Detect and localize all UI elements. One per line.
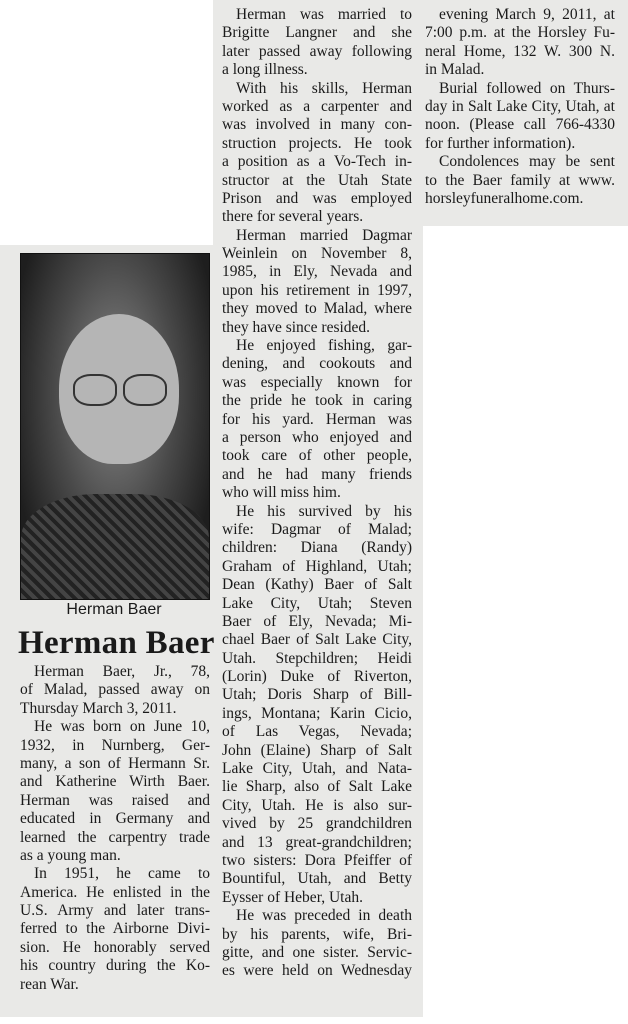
text-line: City, Utah. He is also sur- (222, 796, 412, 814)
text-line: to the Baer family at www. (425, 171, 615, 189)
text-line: Graham of Highland, Utah; (222, 557, 412, 575)
article-column-3 (425, 6, 615, 208)
text-line: they have since resided. (222, 318, 371, 336)
text-line: Lake City, Utah, and Nata- (222, 760, 412, 778)
text-line: Herman Baer, Jr., 78, (34, 663, 210, 680)
text-line: He his survived by his (236, 502, 412, 520)
text-line: rean War. (20, 975, 79, 993)
text-line: in Malad. (425, 61, 485, 79)
text-line: Herman married Dagmar (236, 226, 412, 244)
text-line: his country during the Ko- (20, 957, 210, 975)
text-line: Utah; Doris Sharp of Bill- (222, 686, 412, 704)
photo-glasses (123, 374, 167, 406)
text-line: (Lorin) Duke of Riverton, (222, 668, 412, 686)
text-line: evening March 9, 2011, at (439, 6, 615, 23)
text-line: Herman was raised and (20, 791, 210, 809)
text-line: ferred to the Airborne Divi- (20, 920, 210, 938)
paragraph (222, 6, 412, 80)
text-line: as a young man. (20, 846, 121, 864)
text-line: Dean (Kathy) Baer of Salt (222, 576, 412, 594)
text-line: Brigitte Langner and she (222, 24, 412, 42)
text-line: worked as a carpenter and (222, 97, 412, 115)
text-line: 7:00 p.m. at the Horsley Fu- (425, 24, 615, 42)
portrait-photo (20, 253, 210, 600)
text-line: Thursday March 3, 2011. (20, 699, 177, 717)
text-line: Herman was married to (236, 6, 412, 23)
paragraph (222, 907, 412, 981)
text-line: lie Sharp, also of Salt Lake (222, 778, 412, 796)
paragraph (222, 227, 412, 337)
text-line: day in Salt Lake City, Utah, at (425, 97, 615, 115)
text-line: learned the carpentry trade (20, 828, 210, 846)
text-line: was involved in many con- (222, 116, 412, 134)
text-line: children: Diana (Randy) (222, 539, 412, 557)
text-line: He was born on June 10, (34, 718, 210, 736)
text-line: vived by 25 grandchildren (222, 815, 412, 833)
text-line: chael Baer of Salt Lake City, (222, 631, 412, 649)
text-line: Utah. Stepchildren; Heidi (222, 649, 412, 667)
text-line: many, a son of Hermann Sr. (20, 754, 210, 772)
text-line: Bountiful, Utah, and Betty (222, 870, 412, 888)
text-line: and he had many friends (222, 465, 412, 483)
paragraph (20, 663, 210, 718)
paragraph (222, 337, 412, 503)
text-line: was especially known for (222, 373, 412, 391)
text-line: for his yard. Herman was (222, 410, 412, 428)
text-line: es were held on Wednesday (222, 962, 412, 980)
text-line: Burial followed on Thurs- (439, 79, 615, 97)
text-line: 1985, in Ely, Nevada and (222, 263, 412, 281)
text-line: neral Home, 132 W. 300 N. (425, 42, 615, 60)
text-line: America. He enlisted in the (20, 883, 210, 901)
text-line: horsleyfuneralhome.com. (425, 189, 584, 207)
text-line: who will miss him. (222, 484, 341, 502)
text-line: ings, Montana; Karin Cicio, (222, 704, 412, 722)
photo-glasses (73, 374, 117, 406)
text-line: they moved to Malad, where (222, 300, 412, 318)
paragraph (222, 503, 412, 908)
paragraph (20, 865, 210, 994)
text-line: Lake City, Utah; Steven (222, 594, 412, 612)
text-line: took care of other people, (222, 447, 412, 465)
paragraph (20, 718, 210, 865)
text-line: two sisters: Dora Pfeiffer of (222, 851, 412, 869)
text-line: structor at the Utah State (222, 171, 412, 189)
text-line: a person who enjoyed and (222, 428, 412, 446)
text-line: With his skills, Herman (236, 79, 412, 97)
text-line: gitte, and one sister. Servic- (222, 943, 412, 961)
text-line: and Katherine Wirth Baer. (20, 773, 210, 791)
text-line: and 13 great-grandchildren; (222, 833, 412, 851)
text-line: He was preceded in death (236, 907, 412, 925)
photo-shirt (21, 494, 209, 600)
text-line: a long illness. (222, 61, 308, 79)
text-line: Weinlein on November 8, (222, 245, 412, 263)
paragraph (222, 80, 412, 227)
text-line: later passed away following (222, 42, 412, 60)
text-line: upon his retirement in 1997, (222, 281, 412, 299)
photo-caption: Herman Baer (66, 601, 162, 618)
text-line: dening, and cookouts and (222, 355, 412, 373)
text-line: In 1951, he came to (34, 865, 210, 883)
text-line: a position as a Vo-Tech in- (222, 153, 412, 171)
text-line: noon. (Please call 766-4330 (425, 116, 615, 134)
article-column-1 (20, 663, 210, 994)
text-line: by his parents, wife, Bri- (222, 925, 412, 943)
paragraph (425, 153, 615, 208)
text-line: Baer of Ely, Nevada; Mi- (222, 612, 412, 630)
text-line: of Las Vegas, Nevada; (222, 723, 412, 741)
text-line: educated in Germany and (20, 810, 210, 828)
text-line: wife: Dagmar of Malad; (222, 520, 412, 538)
text-line: Eysser of Heber, Utah. (222, 888, 363, 906)
text-line: John (Elaine) Sharp of Salt (222, 741, 412, 759)
text-line: struction projects. He took (222, 134, 412, 152)
text-line: sion. He honorably served (20, 938, 210, 956)
text-line: U.S. Army and later trans- (20, 902, 210, 920)
text-line: of Malad, passed away on (20, 681, 210, 699)
text-line: the pride he took in caring (222, 392, 412, 410)
text-line: Prison and was employed (222, 189, 412, 207)
text-line: He enjoyed fishing, gar- (236, 337, 412, 355)
article-column-2 (222, 6, 412, 981)
paragraph (425, 6, 615, 80)
text-line: Condolences may be sent (439, 153, 615, 171)
text-line: 1932, in Nurnberg, Ger- (20, 736, 210, 754)
paragraph (425, 80, 615, 154)
text-line: for further information). (425, 134, 576, 152)
obituary-headline: Herman Baer (18, 625, 215, 661)
text-line: there for several years. (222, 208, 364, 226)
